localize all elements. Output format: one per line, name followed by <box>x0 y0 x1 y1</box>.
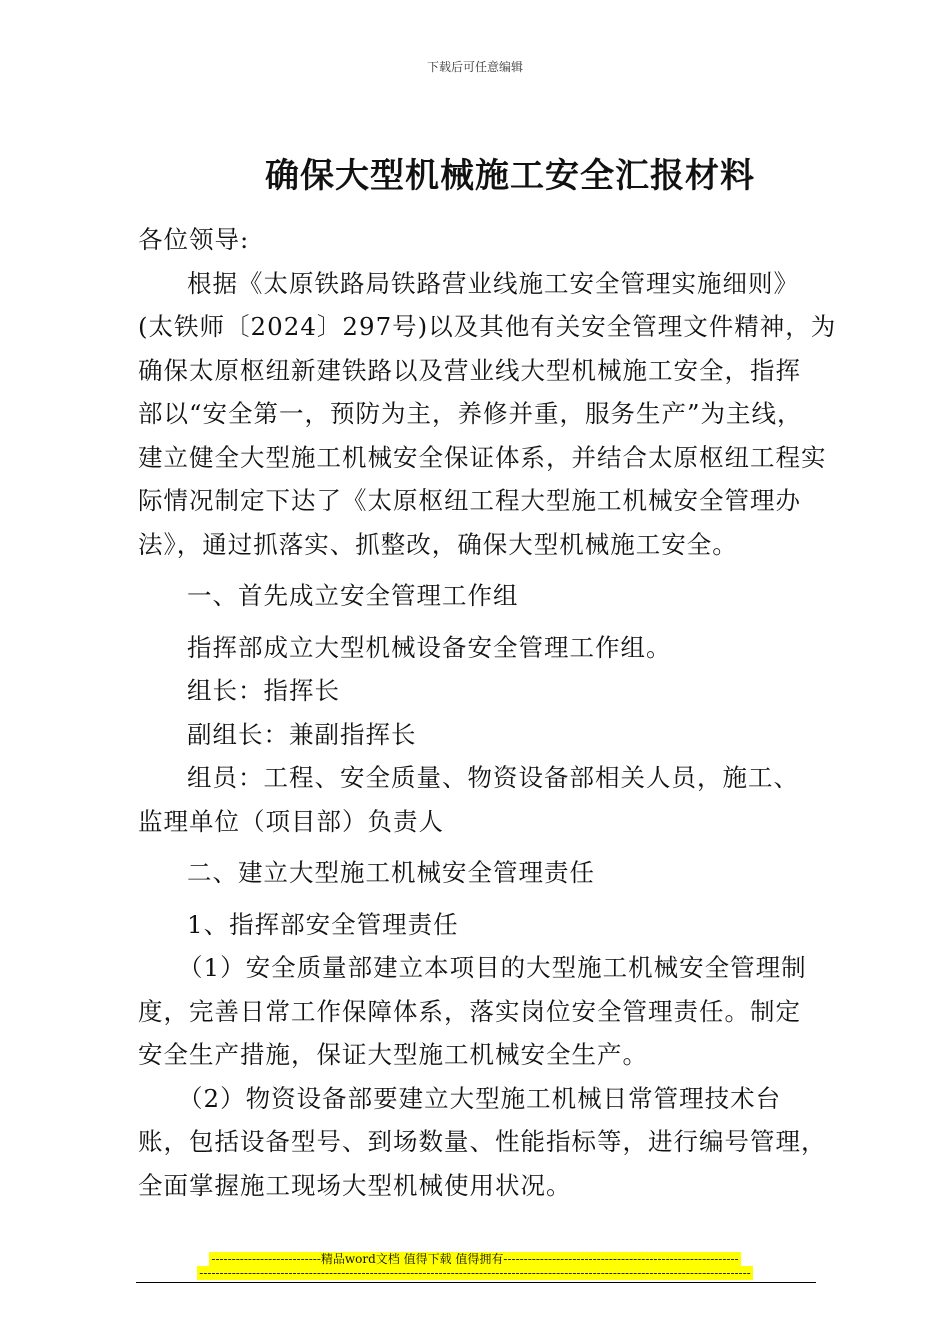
footer-banner-text: ---------------------------精品word文档 值得下载 值得拥有---------------------------------------------------------- <box>211 1252 739 1266</box>
section1-members-line: 监理单位（项目部）负责人 <box>138 806 444 836</box>
intro-line: (太铁师〔2024〕297号)以及其他有关安全管理文件精神，为 <box>138 312 837 341</box>
document-body <box>138 218 837 1207</box>
item2-line: 账，包括设备型号、到场数量、性能指标等，进行编号管理， <box>138 1127 827 1156</box>
intro-line: 根据《太原铁路局铁路营业线施工安全管理实施细则》 <box>187 268 799 298</box>
footer-banner <box>0 1250 950 1267</box>
item2-line: （2）物资设备部要建立大型施工机械日常管理技术台 <box>178 1083 782 1113</box>
item1-line: 安全生产措施，保证大型施工机械安全生产。 <box>138 1040 648 1069</box>
item2-line: 全面掌握施工现场大型机械使用状况。 <box>138 1170 572 1200</box>
intro-line: 际情况制定下达了《太原枢纽工程大型施工机械安全管理办 <box>138 486 801 515</box>
section1-line: 副组长：兼副指挥长 <box>187 719 417 749</box>
intro-paragraph <box>138 262 837 567</box>
header-note: 下载后可任意编辑 <box>426 60 523 74</box>
document-title: 确保大型机械施工安全汇报材料 <box>265 156 755 196</box>
item1-line: （1）安全质量部建立本项目的大型施工机械安全管理制 <box>178 953 807 982</box>
intro-line: 部以“安全第一，预防为主，养修并重，服务生产”为主线， <box>138 399 803 428</box>
footer-rule <box>136 1282 816 1283</box>
intro-line: 法》，通过抓落实、抓整改，确保大型机械施工安全。 <box>138 529 738 559</box>
section1-line: 指挥部成立大型机械设备安全管理工作组。 <box>187 632 672 662</box>
footer-dashes-text: ---------------------------------------------------------------------------------------------------------------------------------------- <box>199 1266 751 1280</box>
intro-line: 确保太原枢纽新建铁路以及营业线大型机械施工安全，指挥 <box>138 355 801 385</box>
item1-line: 度，完善日常工作保障体系，落实岗位安全管理责任。制定 <box>138 996 801 1026</box>
salutation: 各位领导: <box>138 225 250 254</box>
section1-heading: 一、首先成立安全管理工作组 <box>187 581 519 610</box>
footer-dashes <box>0 1266 950 1280</box>
intro-line: 建立健全大型施工机械安全保证体系，并结合太原枢纽工程实 <box>138 442 827 472</box>
section1-line: 组长：指挥长 <box>187 676 340 705</box>
section1-members-line: 组员：工程、安全质量、物资设备部相关人员，施工、 <box>187 763 799 792</box>
section2-subheading: 1、指挥部安全管理责任 <box>187 909 459 939</box>
section2-heading: 二、建立大型施工机械安全管理责任 <box>187 858 595 887</box>
